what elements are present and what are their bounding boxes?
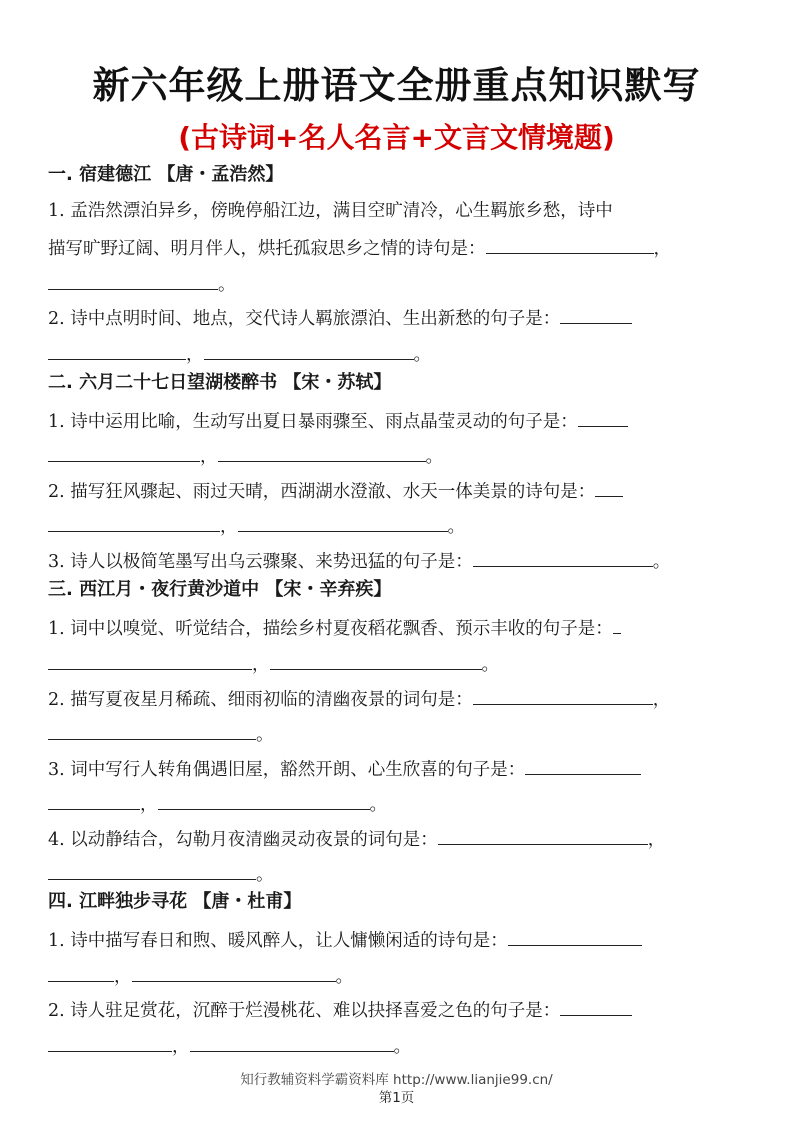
punct-period: 。	[335, 967, 353, 987]
answer-blank[interactable]	[48, 513, 220, 532]
answer-blank[interactable]	[525, 756, 641, 775]
punct-period: 。	[481, 655, 499, 675]
question-line	[48, 305, 632, 331]
question-text: 3. 词中写行人转角偶遇旧屋，豁然开朗、心生欣喜的句子是：	[48, 760, 526, 780]
answer-blank[interactable]	[238, 513, 448, 532]
question-text: 2. 描写夏夜星月稀疏、细雨初临的清幽夜景的词句是：	[48, 690, 473, 710]
question-text: 2. 诗人驻足赏花，沉醉于烂漫桃花、难以抉择喜爱之色的句子是：	[48, 1001, 561, 1021]
answer-line	[48, 443, 443, 469]
answer-blank[interactable]	[48, 443, 200, 462]
punct-comma: ，	[252, 655, 270, 675]
question-text: 2. 描写狂风骤起、雨过天晴，西湖湖水澄澈、水天一体美景的诗句是：	[48, 482, 596, 502]
question-text: 1. 诗中描写春日和煦、暖风醉人，让人慵懒闲适的诗句是：	[48, 931, 508, 951]
answer-blank[interactable]	[204, 341, 414, 360]
answer-line	[48, 271, 236, 297]
punct-period: 。	[447, 517, 465, 537]
answer-blank[interactable]	[48, 1033, 172, 1052]
question-line	[48, 997, 632, 1023]
question-line	[48, 615, 621, 641]
answer-blank[interactable]	[132, 963, 336, 982]
page-title: 新六年级上册语文全册重点知识默写	[92, 64, 701, 107]
answer-line	[48, 341, 431, 367]
punct-period: 。	[256, 725, 274, 745]
question-line	[48, 826, 665, 852]
answer-blank[interactable]	[613, 615, 621, 634]
answer-line	[48, 861, 274, 887]
section-heading-4: 四. 江畔独步寻花 【唐・杜甫】	[48, 891, 302, 912]
answer-blank[interactable]	[218, 443, 426, 462]
punct-period: 。	[256, 865, 274, 885]
punct-comma: ，	[652, 690, 671, 710]
answer-blank[interactable]	[48, 341, 186, 360]
question-text: 描写旷野辽阔、明月伴人，烘托孤寂思乡之情的诗句是：	[48, 239, 486, 259]
punct-comma: ，	[140, 795, 158, 815]
question-text: 1. 诗中运用比喻，生动写出夏日暴雨骤至、雨点晶莹灵动的句子是：	[48, 412, 578, 432]
punct-comma: ，	[186, 345, 204, 365]
punct-period: 。	[393, 1037, 411, 1057]
answer-blank[interactable]	[270, 651, 482, 670]
answer-line	[48, 513, 465, 539]
question-text: 3. 诗人以极简笔墨写出乌云骤聚、来势迅猛的句子是：	[48, 552, 473, 572]
question-line	[48, 548, 670, 574]
punct-period: 。	[413, 345, 431, 365]
answer-blank[interactable]	[438, 826, 648, 845]
section-heading-3: 三. 西江月・夜行黄沙道中 【宋・辛弃疾】	[48, 579, 392, 600]
question-text: 1. 孟浩然漂泊异乡，傍晚停船江边，满目空旷清冷，心生羁旅乡愁，诗中	[48, 201, 613, 221]
answer-blank[interactable]	[48, 651, 252, 670]
page-subtitle: (古诗词+名人名言+文言文情境题)	[178, 121, 615, 154]
answer-blank[interactable]	[48, 721, 256, 740]
question-text: 1. 词中以嗅觉、听觉结合，描绘乡村夏夜稻花飘香、预示丰收的句子是：	[48, 619, 613, 639]
question-line	[48, 408, 628, 434]
answer-blank[interactable]	[560, 305, 632, 324]
section-heading-2: 二. 六月二十七日望湖楼醉书 【宋・苏轼】	[48, 372, 392, 393]
answer-blank[interactable]	[190, 1033, 394, 1052]
answer-line	[48, 791, 387, 817]
punct-comma: ，	[172, 1037, 190, 1057]
footer-watermark: 知行教辅资料学霸资料库 http://www.lianjie99.cn/	[240, 1072, 553, 1088]
answer-blank[interactable]	[48, 963, 114, 982]
answer-line	[48, 1033, 411, 1059]
answer-blank[interactable]	[578, 408, 628, 427]
punct-period: 。	[369, 795, 387, 815]
answer-blank[interactable]	[486, 235, 654, 254]
question-text: 4. 以动静结合，勾勒月夜清幽灵动夜景的词句是：	[48, 830, 438, 850]
punct-period: 。	[652, 552, 671, 572]
punct-period: 。	[218, 275, 236, 295]
section-heading-1: 一. 宿建德江 【唐・孟浩然】	[48, 164, 284, 185]
punct-period: 。	[425, 447, 443, 467]
punct-comma: ，	[114, 967, 132, 987]
answer-line	[48, 721, 274, 747]
answer-line	[48, 963, 353, 989]
question-text: 2. 诗中点明时间、地点，交代诗人羁旅漂泊、生出新愁的句子是：	[48, 309, 561, 329]
answer-blank[interactable]	[48, 271, 218, 290]
punct-comma: ，	[647, 830, 666, 850]
punct-comma: ，	[220, 517, 238, 537]
answer-blank[interactable]	[560, 997, 632, 1016]
question-line	[48, 756, 641, 782]
answer-blank[interactable]	[508, 927, 642, 946]
answer-blank[interactable]	[48, 791, 140, 810]
answer-blank[interactable]	[595, 478, 623, 497]
answer-blank[interactable]	[473, 548, 653, 567]
question-line	[48, 686, 670, 712]
page-number: 第1页	[378, 1090, 415, 1106]
question-line	[48, 927, 642, 953]
punct-comma: ，	[653, 239, 671, 259]
question-line	[48, 478, 623, 504]
punct-comma: ，	[200, 447, 218, 467]
answer-blank[interactable]	[158, 791, 370, 810]
question-line	[48, 235, 671, 261]
answer-blank[interactable]	[473, 686, 653, 705]
answer-line	[48, 651, 499, 677]
answer-blank[interactable]	[48, 861, 256, 880]
